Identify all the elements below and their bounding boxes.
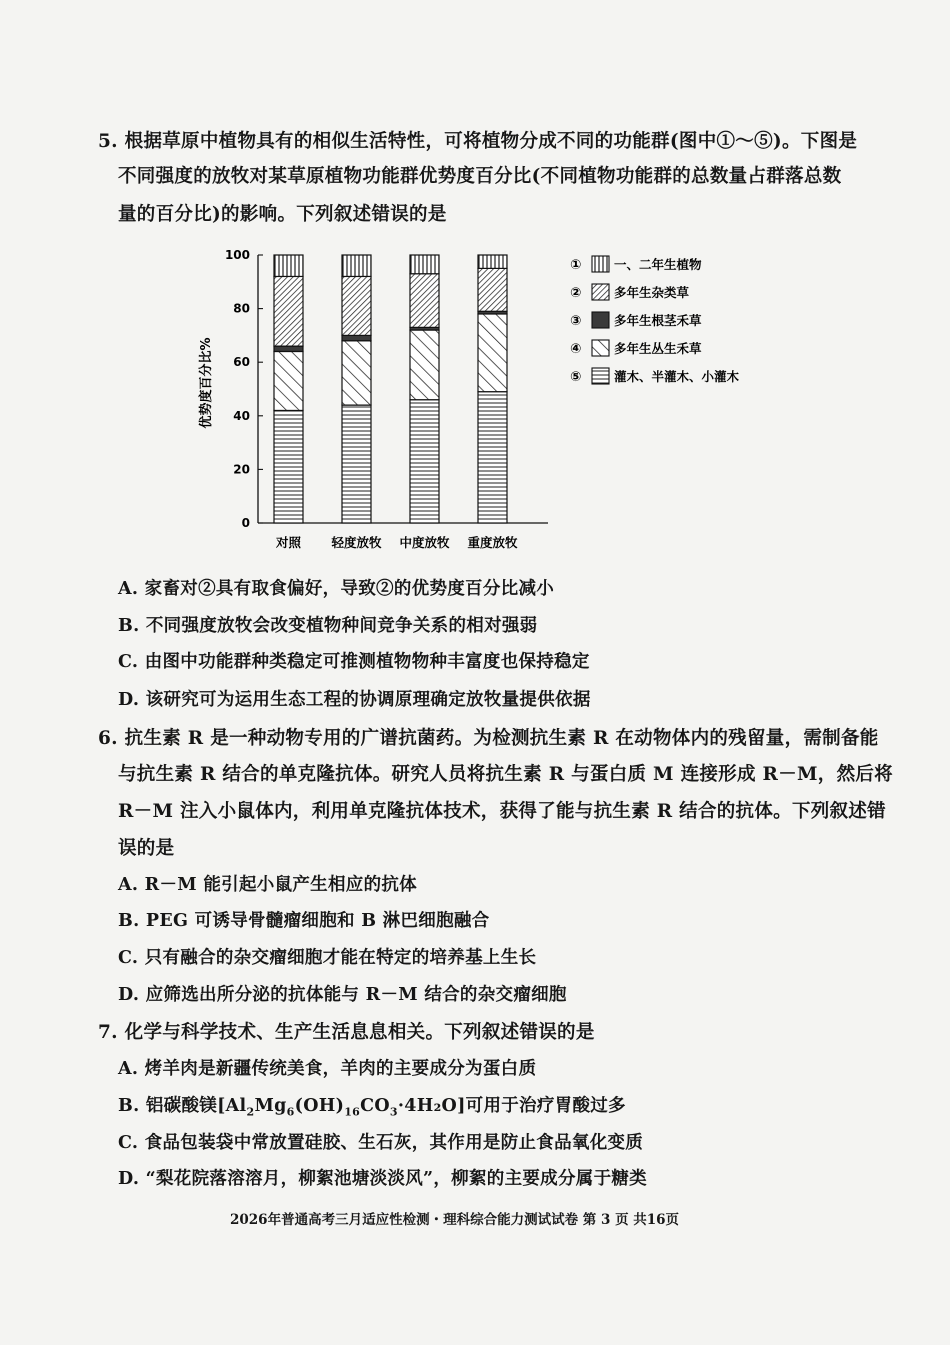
bar-segment [478,268,507,311]
q5-option-d: D. 该研究可为运用生态工程的协调原理确定放牧量提供依据 [118,690,591,710]
q7-option-c: C. 食品包装袋中常放置硅胶、生石灰，其作用是防止食品氧化变质 [118,1133,644,1153]
q5-stem-line2: 不同强度的放牧对某草原植物功能群优势度百分比(不同植物功能群的总数量占群落总数 [118,166,842,187]
bars [274,255,507,523]
legend [570,256,740,385]
q7-option-d: D. “梨花院落溶溶月，柳絮池塘淡淡风”，柳絮的主要成分属于糖类 [118,1169,647,1189]
y-tick-label: 40 [233,408,250,423]
bar-segment [274,351,303,410]
x-tick-label: 轻度放牧 [331,535,382,550]
legend-number: ② [570,285,582,301]
bar-segment [342,341,371,405]
q6-option-a: A. R－M 能引起小鼠产生相应的抗体 [118,875,417,895]
bar-segment [274,410,303,523]
legend-number: ⑤ [570,369,582,385]
q6-option-b: B. PEG 可诱导骨髓瘤细胞和 B 淋巴细胞融合 [118,911,490,931]
q5-option-a: A. 家畜对②具有取食偏好，导致②的优势度百分比减小 [118,579,555,599]
legend-swatch [592,256,609,272]
bar-segment [342,255,371,276]
bar-segment [342,405,371,523]
legend-label: 一、二年生植物 [614,257,702,272]
x-tick-label: 中度放牧 [399,535,450,550]
bar-segment [342,276,371,335]
legend-swatch [592,312,609,328]
bar-segment [274,346,303,351]
y-tick-label: 100 [224,248,250,262]
q7-option-b: B. 铝碳酸镁$[Al_2Mg_6(OH)_{16}CO_3\cdot 4H_2O]$可用于治疗胃酸过多 [118,1096,626,1119]
q6-stem-line3: R－M 注入小鼠体内，利用单克隆抗体技术，获得了能与抗生素 R 结合的抗体。下列叙述错 [118,801,886,822]
x-tick-label: 对照 [275,535,302,550]
q5-stem-line1: 5. 根据草原中植物具有的相似生活特性，可将植物分成不同的功能群(图中①～⑤)。下图是 [98,131,858,152]
legend-label: 多年生杂类草 [614,285,690,300]
bar-segment [478,255,507,268]
page-footer: 2026年普通高考三月适应性检测・理科综合能力测试试卷 第 3 页 共16页 [230,1212,680,1228]
q6-stem-line1: 6. 抗生素 R 是一种动物专用的广谱抗菌药。为检测抗生素 R 在动物体内的残留量，需制备能 [98,728,879,749]
q6-stem-line2: 与抗生素 R 结合的单克隆抗体。研究人员将抗生素 R 与蛋白质 M 连接形成 R－M，然后将 [118,764,893,785]
bar-segment [410,274,439,328]
y-tick-label: 60 [233,355,250,370]
q5-option-b: B. 不同强度放牧会改变植物种间竞争关系的相对强弱 [118,616,538,636]
bar-segment [342,335,371,340]
bar-segment [410,400,439,523]
q5-option-c: C. 由图中功能群种类稳定可推测植物物种丰富度也保持稳定 [118,652,590,672]
y-tick-label: 0 [241,516,250,530]
q7-stem-line1: 7. 化学与科学技术、生产生活息息相关。下列叙述错误的是 [98,1022,595,1043]
x-tick-label: 重度放牧 [467,535,518,550]
legend-label: 灌木、半灌木、小灌木 [614,369,740,384]
legend-label: 多年生丛生禾草 [614,341,702,356]
q6-stem-line4: 误的是 [118,838,175,859]
q6-option-c: C. 只有融合的杂交瘤细胞才能在特定的培养基上生长 [118,948,537,968]
legend-swatch [592,284,609,300]
bar-segment [274,255,303,276]
legend-swatch [592,368,609,384]
y-tick-label: 20 [233,462,250,477]
legend-number: ③ [570,313,582,329]
y-tick-label: 80 [233,301,250,316]
legend-label: 多年生根茎禾草 [614,313,702,328]
legend-number: ④ [570,341,582,357]
bar-segment [274,276,303,346]
q6-option-d: D. 应筛选出所分泌的抗体能与 R－M 结合的杂交瘤细胞 [118,985,567,1005]
bar-segment [410,255,439,274]
stacked-bar-chart [190,238,780,558]
bar-segment [478,392,507,523]
q7-option-a: A. 烤羊肉是新疆传统美食，羊肉的主要成分为蛋白质 [118,1059,537,1079]
legend-number: ① [570,257,582,273]
bar-segment [478,314,507,392]
y-axis-label: 优势度百分比% [199,337,214,429]
bar-segment [410,330,439,400]
q5-stem-line3: 量的百分比)的影响。下列叙述错误的是 [118,204,447,225]
legend-swatch [592,340,609,356]
